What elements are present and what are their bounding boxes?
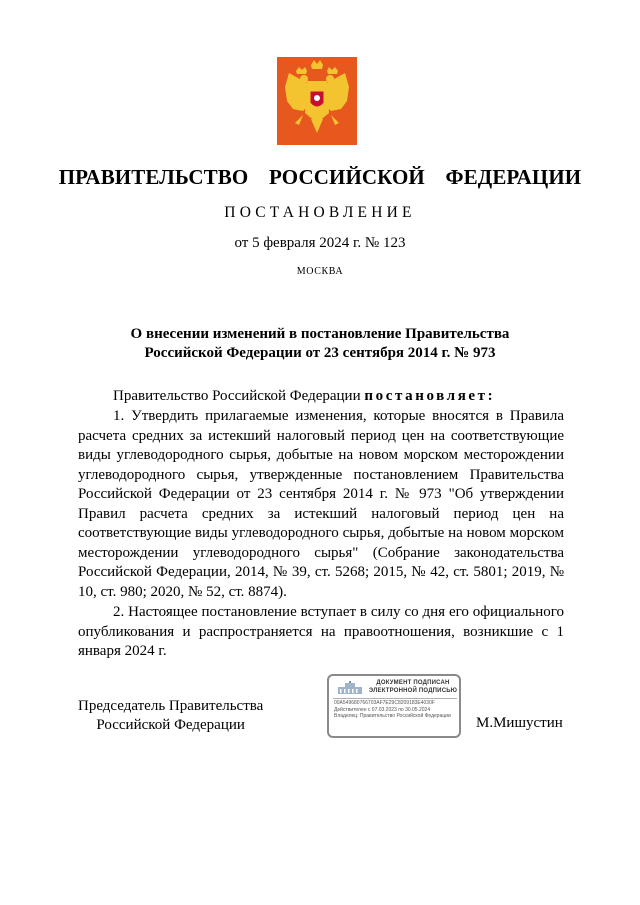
government-building-icon [337,681,363,695]
coat-of-arms-icon [277,57,357,145]
document-subject [0,325,640,363]
electronic-signature-stamp [327,674,461,738]
stamp-certificate: 00A549680766703AF7E29C8209183E4030F [334,700,435,706]
stamp-owner: Владелец: Правительство Российской Федерации [334,713,451,719]
signer-position-line-1: Председатель Правительства [78,698,264,714]
resolves-word: постановляет: [364,388,496,404]
stamp-title-line-1: ДОКУМЕНТ ПОДПИСАН [376,680,450,686]
subject-line-1: О внесении изменений в постановление Правительства [130,326,510,342]
item-2-paragraph [78,603,564,662]
item-2-text: 2. Настоящее постановление вступает в силу со дня его официального опубликования и распространяется на правоотношения, возникшие с 1 января 2024 г. [78,604,564,659]
resolves-paragraph [78,387,564,407]
stamp-divider [333,698,457,699]
signer-name: М.Мишустин [476,715,563,731]
item-1-text: 1. Утвердить прилагаемые изменения, которые вносятся в Правила расчета средних за истекший налоговый период цен на соответствующие виды углеводородного сырья, добытые на новом морском месторождении углеводородного сырья, утвержденные постановлением Правительства Российской Федерации от 23 сентября 2014 г. № 973 "Об утверждении Правил расчета средних за истекший налоговый период цен на соответствующие виды углеводородного сырья, добытые на новом морском месторождении углеводородного сырья" (Собрание законодательства Российской Федерации, 2014, № 39, ст. 5268; 2015, № 42, ст. 5801; 2019, № 10, ст. 980; 2020, № 52, ст. 8874). [78,408,564,600]
document-date-number: от 5 февраля 2024 г. № 123 [234,235,406,251]
stamp-title [367,680,459,695]
item-1-paragraph [78,407,564,602]
stamp-title-line-2: ЭЛЕКТРОННОЙ ПОДПИСЬЮ [368,687,458,694]
document-city: МОСКВА [296,266,344,277]
signer-position [78,697,263,735]
document-type: ПОСТАНОВЛЕНИЕ [224,204,416,221]
stamp-details [334,700,458,720]
government-title: ПРАВИТЕЛЬСТВО РОССИЙСКОЙ ФЕДЕРАЦИИ [58,165,582,189]
subject-line-2: Российской Федерации от 23 сентября 2014 г. № 973 [144,345,496,361]
stamp-validity: Действителен с 07.03.2023 по 30.05.2024 [334,706,431,713]
signer-position-line-2: Российской Федерации [96,717,245,733]
resolves-prefix: Правительство Российской Федерации [113,388,365,404]
